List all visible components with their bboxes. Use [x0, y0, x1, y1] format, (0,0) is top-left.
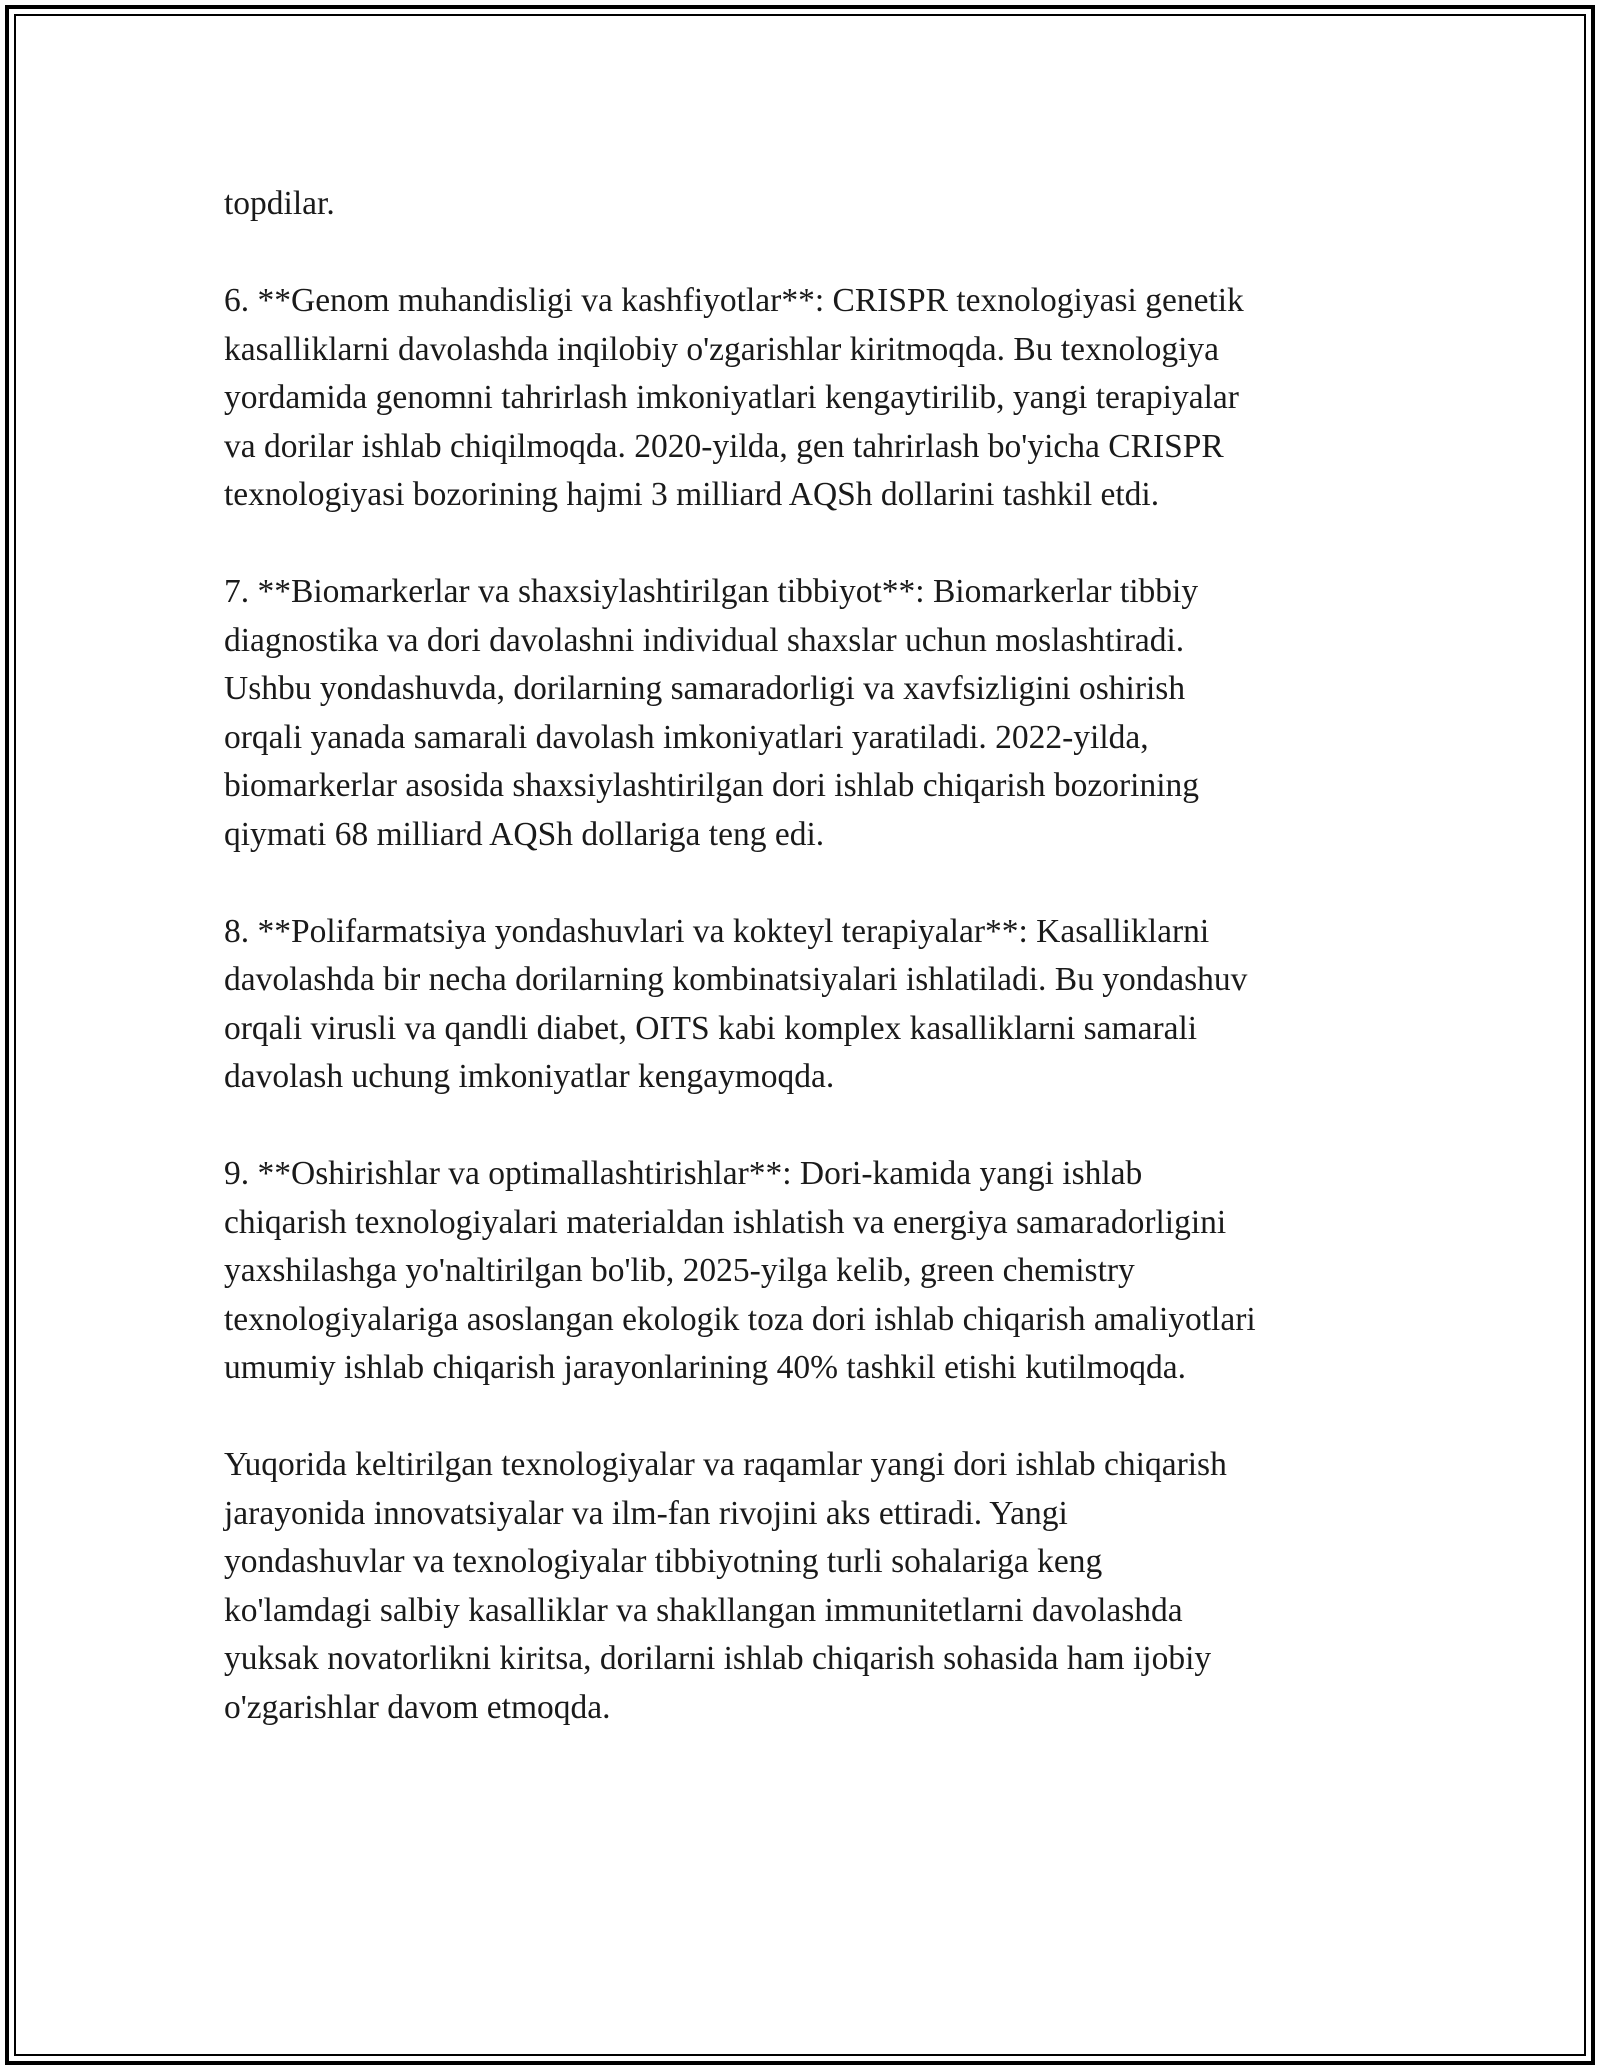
paragraph-continuation	[224, 180, 1384, 229]
text-line: 7. **Biomarkerlar va shaxsiylashtirilgan tibbiyot**: Biomarkerlar tibbiy	[224, 573, 1199, 610]
text-line: va dorilar ishlab chiqilmoqda. 2020-yilda, gen tahrirlash bo'yicha CRISPR	[224, 427, 1224, 465]
text-line: Yuqorida keltirilgan texnologiyalar va raqamlar yangi dori ishlab chiqarish	[224, 1446, 1227, 1483]
text-line: texnologiyasi bozorining hajmi 3 milliard AQSh dollarini tashkil etdi.	[224, 476, 1160, 513]
text-line: Ushbu yondashuvda, dorilarning samaradorligi va xavfsizligini oshirish	[224, 670, 1186, 707]
text-line: davolash uchung imkoniyatlar kengaymoqda.	[224, 1058, 835, 1095]
text-line: orqali virusli va qandli diabet, OITS kabi komplex kasalliklarni samarali	[224, 1009, 1198, 1047]
text-line: texnologiyalariga asoslangan ekologik toza dori ishlab chiqarish amaliyotlari	[224, 1300, 1256, 1338]
paragraph-conclusion	[224, 1441, 1384, 1732]
text-line: davolashda bir necha dorilarning kombinatsiyalari ishlatiladi. Bu yondashuv	[224, 961, 1248, 998]
text-line: 9. **Oshirishlar va optimallashtirishlar**: Dori-kamida yangi ishlab	[224, 1155, 1143, 1192]
paragraph-item-8	[224, 908, 1384, 1102]
text-line: diagnostika va dori davolashni individual shaxslar uchun moslashtiradi.	[224, 621, 1185, 659]
text-line: ko'lamdagi salbiy kasalliklar va shakllangan immunitetlarni davolashda	[224, 1591, 1183, 1629]
text-line: 8. **Polifarmatsiya yondashuvlari va kokteyl terapiyalar**: Kasalliklarni	[224, 912, 1210, 950]
paragraph-item-9	[224, 1150, 1384, 1393]
text-line: orqali yanada samarali davolash imkoniyatlari yaratiladi. 2022-yilda,	[224, 718, 1149, 756]
paragraph-item-7	[224, 568, 1384, 859]
text-line: 6. **Genom muhandisligi va kashfiyotlar**: CRISPR texnologiyasi genetik	[224, 282, 1244, 319]
text-line: yordamida genomni tahrirlash imkoniyatlari kengaytirilib, yangi terapiyalar	[224, 379, 1239, 416]
text-line: umumiy ishlab chiqarish jarayonlarining 40% tashkil etishi kutilmoqda.	[224, 1349, 1187, 1386]
text-line: yuksak novatorlikni kiritsa, dorilarni ishlab chiqarish sohasida ham ijobiy	[224, 1640, 1212, 1677]
text-line: yaxshilashga yo'naltirilgan bo'lib, 2025-yilga kelib, green chemistry	[224, 1252, 1135, 1289]
paragraph-item-6	[224, 277, 1384, 520]
text-line: topdilar.	[224, 185, 335, 222]
text-line: kasalliklarni davolashda inqilobiy o'zgarishlar kiritmoqda. Bu texnologiya	[224, 330, 1220, 368]
text-line: biomarkerlar asosida shaxsiylashtirilgan dori ishlab chiqarish bozorining	[224, 767, 1200, 804]
text-line: yondashuvlar va texnologiyalar tibbiyotning turli sohalariga keng	[224, 1543, 1103, 1580]
text-line: chiqarish texnologiyalari materialdan ishlatish va energiya samaradorligini	[224, 1203, 1227, 1241]
text-line: qiymati 68 milliard AQSh dollariga teng edi.	[224, 815, 825, 853]
text-line: o'zgarishlar davom etmoqda.	[224, 1688, 611, 1726]
document-body	[224, 180, 1384, 1781]
text-line: jarayonida innovatsiyalar va ilm-fan rivojini aks ettiradi. Yangi	[224, 1494, 1068, 1532]
